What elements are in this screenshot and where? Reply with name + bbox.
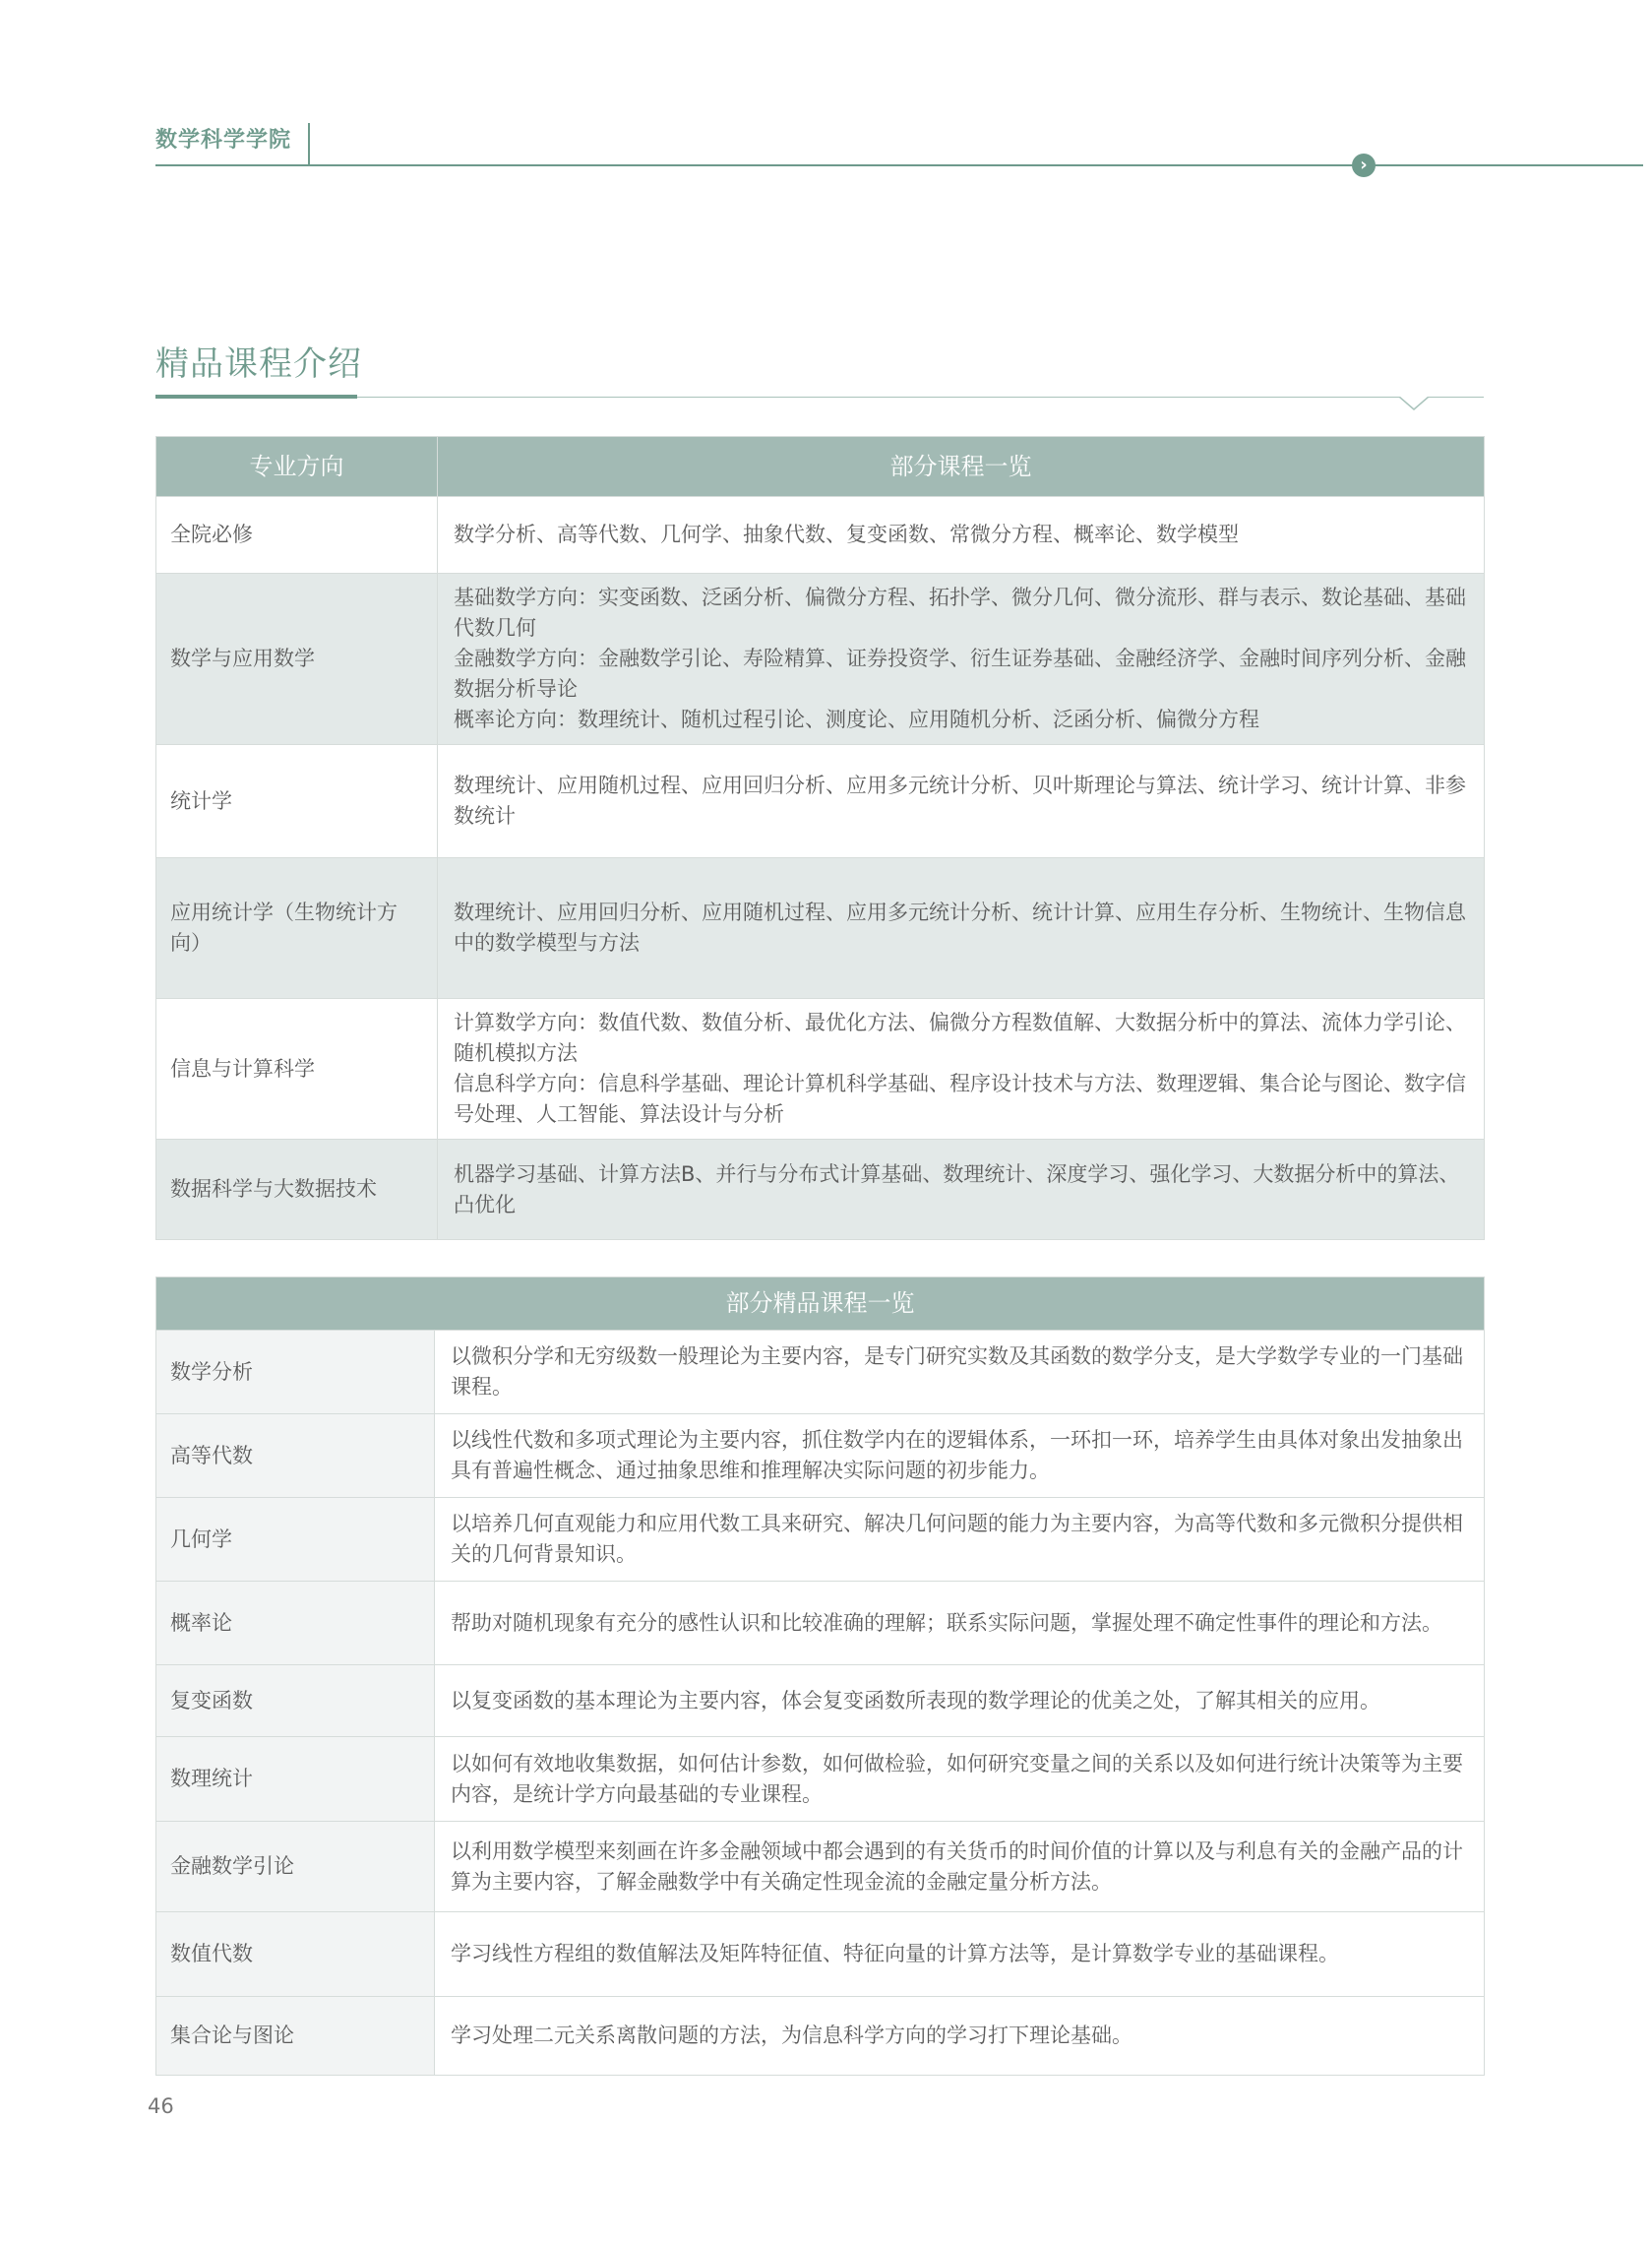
course-name: 几何学 [156,1498,435,1582]
course-description: 以线性代数和多项式理论为主要内容，抓住数学内在的逻辑体系，一环扣一环，培养学生由具体对象出发抽象出具有普遍性概念、通过抽象思维和推理解决实际问题的初步能力。 [435,1414,1485,1498]
title-accent-bar [155,395,357,399]
column-header-courses: 部分课程一览 [438,437,1485,497]
course-line: 信息科学方向：信息科学基础、理论计算机科学基础、程序设计技术与方法、数理逻辑、集合论与图论、数字信号处理、人工智能、算法设计与分析 [454,1072,1466,1126]
course-description: 帮助对随机现象有充分的感性认识和比较准确的理解；联系实际问题，掌握处理不确定性事件的理论和方法。 [435,1582,1485,1665]
table-row [156,1665,1485,1737]
course-list [438,574,1485,745]
table-header-row [156,1277,1485,1331]
course-list [438,497,1485,574]
table-row [156,1912,1485,1997]
major-name: 统计学 [156,745,438,858]
course-list [438,858,1485,999]
table-row [156,1414,1485,1498]
major-courses-table [155,436,1485,1240]
header-divider [308,123,310,164]
course-description: 以培养几何直观能力和应用代数工具来研究、解决几何问题的能力为主要内容，为高等代数和多元微积分提供相关的几何背景知识。 [435,1498,1485,1582]
course-line: 数学分析、高等代数、几何学、抽象代数、复变函数、常微分方程、概率论、数学模型 [454,523,1239,546]
major-name: 全院必修 [156,497,438,574]
course-list [438,999,1485,1140]
course-line: 数理统计、应用回归分析、应用随机过程、应用多元统计分析、统计计算、应用生存分析、生物统计、生物信息中的数学模型与方法 [454,901,1466,955]
course-name: 数理统计 [156,1737,435,1822]
major-name: 应用统计学（生物统计方向） [156,858,438,999]
course-line: 基础数学方向：实变函数、泛函分析、偏微分方程、拓扑学、微分几何、微分流形、群与表示、数论基础、基础代数几何 [454,586,1466,640]
table-row [156,1498,1485,1582]
course-name: 概率论 [156,1582,435,1665]
notch-icon [1399,397,1429,412]
course-description: 以利用数学模型来刻画在许多金融领域中都会遇到的有关货币的时间价值的计算以及与利息有关的金融产品的计算为主要内容，了解金融数学中有关确定性现金流的金融定量分析方法。 [435,1822,1485,1912]
page-number: 46 [148,2094,174,2118]
section-title: 精品课程介绍 [155,344,362,384]
table-row [156,497,1485,574]
course-description: 以复变函数的基本理论为主要内容，体会复变函数所表现的数学理论的优美之处，了解其相关的应用。 [435,1665,1485,1737]
course-line: 计算数学方向：数值代数、数值分析、最优化方法、偏微分方程数值解、大数据分析中的算法、流体力学引论、随机模拟方法 [454,1011,1466,1065]
column-header-major: 专业方向 [156,437,438,497]
table-row [156,745,1485,858]
course-description: 学习线性方程组的数值解法及矩阵特征值、特征向量的计算方法等，是计算数学专业的基础课程。 [435,1912,1485,1997]
course-line: 金融数学方向：金融数学引论、寿险精算、证券投资学、衍生证券基础、金融经济学、金融时间序列分析、金融数据分析导论 [454,647,1466,701]
major-name: 信息与计算科学 [156,999,438,1140]
featured-courses-table [155,1277,1485,2076]
course-list [438,1140,1485,1240]
course-description: 以如何有效地收集数据，如何估计参数，如何做检验，如何研究变量之间的关系以及如何进行统计决策等为主要内容，是统计学方向最基础的专业课程。 [435,1737,1485,1822]
course-list [438,745,1485,858]
major-name: 数据科学与大数据技术 [156,1140,438,1240]
chevron-right-icon: › [1352,154,1376,177]
course-line: 概率论方向：数理统计、随机过程引论、测度论、应用随机分析、泛函分析、偏微分方程 [454,708,1259,731]
course-line: 数理统计、应用随机过程、应用回归分析、应用多元统计分析、贝叶斯理论与算法、统计学习、统计计算、非参数统计 [454,774,1466,828]
table-header-row [156,437,1485,497]
course-name: 金融数学引论 [156,1822,435,1912]
table-row [156,1737,1485,1822]
header-rule [155,164,1643,166]
table-row [156,999,1485,1140]
course-name: 数值代数 [156,1912,435,1997]
table-row [156,574,1485,745]
table-row [156,858,1485,999]
course-name: 数学分析 [156,1331,435,1414]
table-row [156,1331,1485,1414]
table-row [156,1582,1485,1665]
table-row [156,1822,1485,1912]
course-description: 以微积分学和无穷级数一般理论为主要内容，是专门研究实数及其函数的数学分支，是大学数学专业的一门基础课程。 [435,1331,1485,1414]
table-row [156,1140,1485,1240]
course-description: 学习处理二元关系离散问题的方法，为信息科学方向的学习打下理论基础。 [435,1997,1485,2076]
course-name: 集合论与图论 [156,1997,435,2076]
course-line: 机器学习基础、计算方法B、并行与分布式计算基础、数理统计、深度学习、强化学习、大数据分析中的算法、凸优化 [454,1161,1460,1216]
major-name: 数学与应用数学 [156,574,438,745]
table-row [156,1997,1485,2076]
course-name: 高等代数 [156,1414,435,1498]
course-name: 复变函数 [156,1665,435,1737]
department-name: 数学科学学院 [155,128,292,153]
featured-courses-header: 部分精品课程一览 [156,1277,1485,1331]
